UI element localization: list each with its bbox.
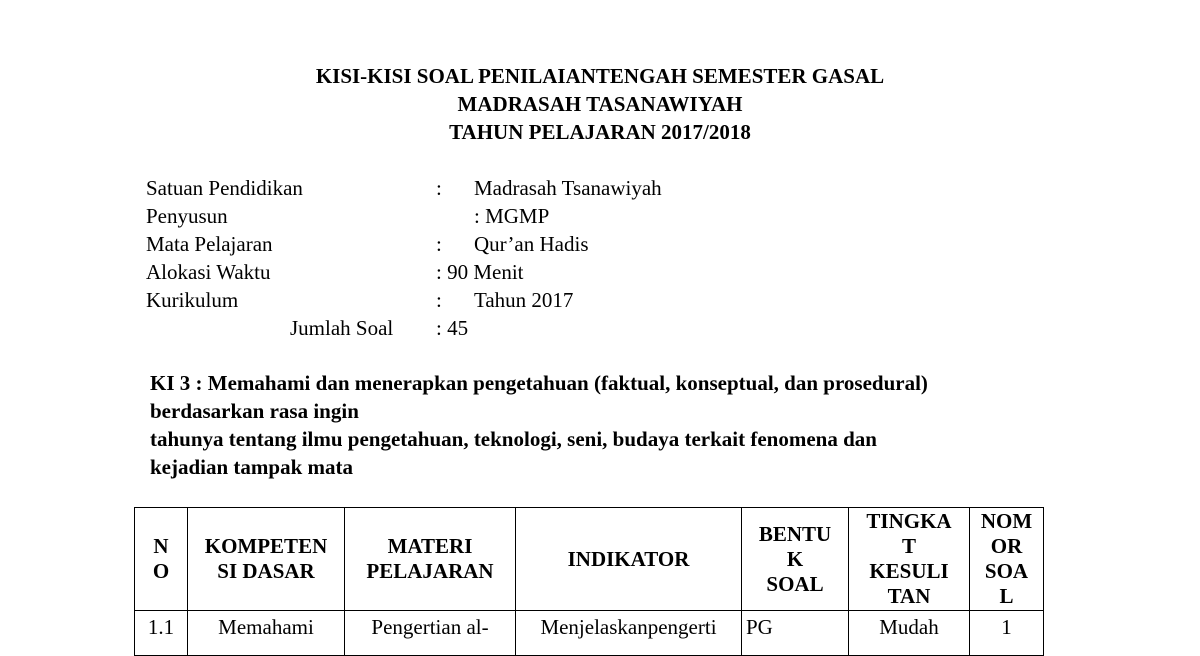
meta-value: : 45 <box>436 316 469 340</box>
ki-line-4: kejadian tampak mata <box>150 455 354 479</box>
meta-label: Kurikulum <box>146 288 239 312</box>
ki-line-3: tahunya tentang ilmu pengetahuan, teknologi, seni, budaya terkait fenomena dan <box>150 427 877 451</box>
cell-bentuk-soal: PG <box>742 611 849 656</box>
kisi-kisi-table <box>134 507 1044 656</box>
meta-value: Qur’an Hadis <box>474 232 589 256</box>
cell-indikator: Menjelaskanpengerti <box>516 611 742 656</box>
header-materi-pelajaran: MATERI PELAJARAN <box>345 508 516 611</box>
cell-no: 1.1 <box>135 611 188 656</box>
meta-colon: : <box>436 288 442 312</box>
header-indikator: INDIKATOR <box>516 508 742 611</box>
cell-materi-pelajaran: Pengertian al- <box>345 611 516 656</box>
meta-label: Mata Pelajaran <box>146 232 273 256</box>
meta-label: Alokasi Waktu <box>146 260 271 284</box>
meta-value: : 90 Menit <box>436 260 524 284</box>
document-title <box>0 62 1200 146</box>
meta-label: Penyusun <box>146 204 228 228</box>
cell-kompetensi-dasar: Memahami <box>188 611 345 656</box>
ki-3-statement <box>150 369 1070 481</box>
header-bentuk-soal: BENTU K SOAL <box>742 508 849 611</box>
table-row <box>135 611 1044 656</box>
cell-tingkat-kesulitan: Mudah <box>849 611 970 656</box>
meta-value: Madrasah Tsanawiyah <box>474 176 662 200</box>
header-tingkat-kesulitan: TINGKA T KESULI TAN <box>849 508 970 611</box>
ki-line-1: KI 3 : Memahami dan menerapkan pengetahuan (faktual, konseptual, dan prosedural) <box>150 371 928 395</box>
meta-value: Tahun 2017 <box>474 288 574 312</box>
title-line-3: TAHUN PELAJARAN 2017/2018 <box>449 120 751 144</box>
meta-colon: : <box>436 176 442 200</box>
header-no: N O <box>135 508 188 611</box>
meta-value: : MGMP <box>474 204 550 228</box>
cell-nomor-soal: 1 <box>970 611 1044 656</box>
header-nomor-soal: NOM OR SOA L <box>970 508 1044 611</box>
table-header-row <box>135 508 1044 611</box>
meta-label: Satuan Pendidikan <box>146 176 303 200</box>
ki-line-2: berdasarkan rasa ingin <box>150 399 359 423</box>
header-kompetensi-dasar: KOMPETEN SI DASAR <box>188 508 345 611</box>
meta-colon: : <box>436 232 442 256</box>
title-line-2: MADRASAH TASANAWIYAH <box>457 92 743 116</box>
meta-label: Jumlah Soal <box>290 316 394 340</box>
title-line-1: KISI-KISI SOAL PENILAIANTENGAH SEMESTER GASAL <box>315 64 885 88</box>
